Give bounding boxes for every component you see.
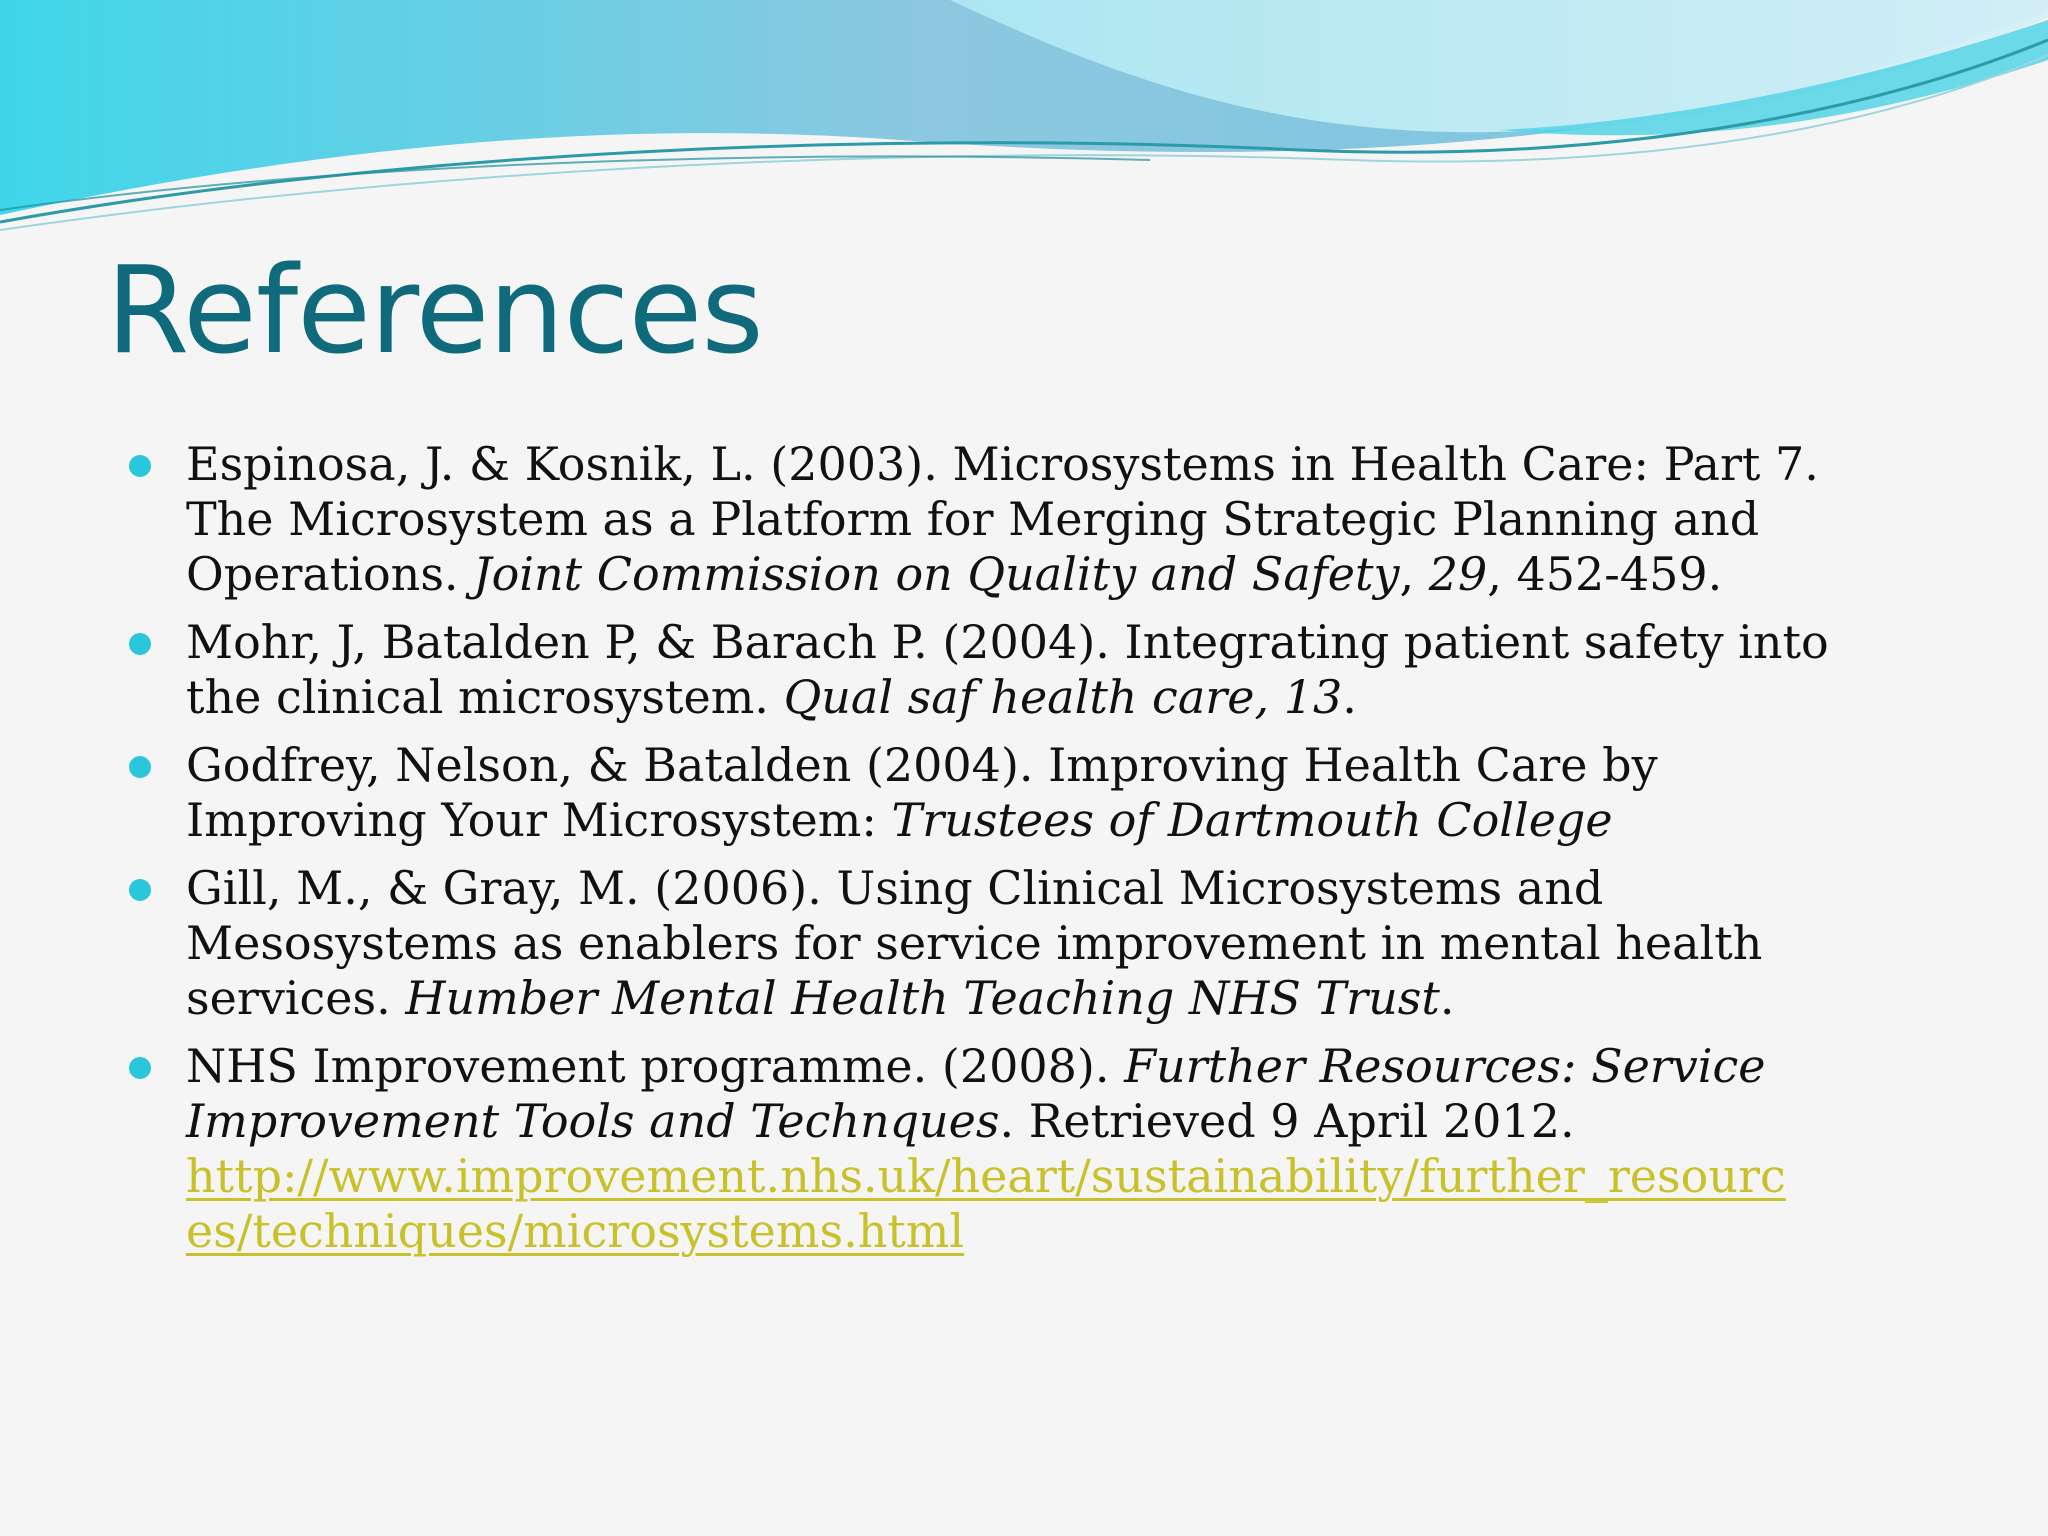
resource-title: Further Resources: Service bbox=[1124, 1039, 1766, 1093]
bullet-icon bbox=[129, 879, 151, 901]
reference-text: . bbox=[1342, 670, 1357, 724]
reference-text: Operations. bbox=[186, 547, 474, 601]
bullet-icon bbox=[129, 1057, 151, 1079]
journal-title: Joint Commission on Quality and Safety bbox=[473, 547, 1400, 601]
reference-line bbox=[186, 670, 1926, 725]
reference-url-link[interactable]: http://www.improvement.nhs.uk/heart/sustainability/further_resourc bbox=[186, 1149, 1786, 1203]
reference-line bbox=[186, 971, 1926, 1026]
reference-line: Mesosystems as enablers for service improvement in mental health bbox=[186, 916, 1763, 970]
reference-text: Improving Your Microsystem: bbox=[186, 793, 892, 847]
slide-title: References bbox=[106, 242, 763, 381]
reference-item bbox=[0, 1039, 1926, 1259]
reference-item bbox=[0, 738, 1926, 848]
reference-line bbox=[186, 1039, 1926, 1094]
reference-line: Gill, M., & Gray, M. (2006). Using Clinical Microsystems and bbox=[186, 861, 1604, 915]
header-wave-decoration bbox=[0, 0, 2048, 240]
publisher-name: Humber Mental Health Teaching NHS Trust bbox=[405, 971, 1440, 1025]
reference-text: . bbox=[1439, 971, 1455, 1025]
reference-text: , 452-459. bbox=[1487, 547, 1723, 601]
resource-title: Improvement Tools and Technques bbox=[186, 1094, 1000, 1148]
bullet-icon bbox=[129, 455, 151, 477]
reference-text: the clinical microsystem. bbox=[186, 670, 784, 724]
journal-title: Qual saf health care, 13 bbox=[783, 670, 1343, 724]
reference-item bbox=[0, 615, 1926, 725]
reference-list bbox=[0, 437, 1926, 1272]
reference-text: , bbox=[1399, 547, 1429, 601]
reference-text: NHS Improvement programme. (2008). bbox=[186, 1039, 1125, 1093]
reference-item bbox=[0, 861, 1926, 1026]
reference-line bbox=[186, 1094, 1926, 1149]
reference-line: Espinosa, J. & Kosnik, L. (2003). Microsystems in Health Care: Part 7. bbox=[186, 437, 1819, 491]
reference-line: Godfrey, Nelson, & Batalden (2004). Improving Health Care by bbox=[186, 738, 1658, 792]
reference-text: . Retrieved 9 April 2012. bbox=[999, 1094, 1575, 1148]
reference-line bbox=[186, 547, 1926, 602]
volume-number: 29 bbox=[1428, 547, 1488, 601]
reference-item bbox=[0, 437, 1926, 602]
bullet-icon bbox=[129, 633, 151, 655]
reference-line bbox=[186, 793, 1926, 848]
reference-url-link[interactable]: es/techniques/microsystems.html bbox=[186, 1204, 965, 1258]
bullet-icon bbox=[129, 756, 151, 778]
reference-line: The Microsystem as a Platform for Merging Strategic Planning and bbox=[186, 492, 1760, 546]
publisher-name: Trustees of Dartmouth College bbox=[891, 793, 1613, 847]
reference-line: Mohr, J, Batalden P, & Barach P. (2004). Integrating patient safety into bbox=[186, 615, 1829, 669]
reference-text: services. bbox=[186, 971, 406, 1025]
